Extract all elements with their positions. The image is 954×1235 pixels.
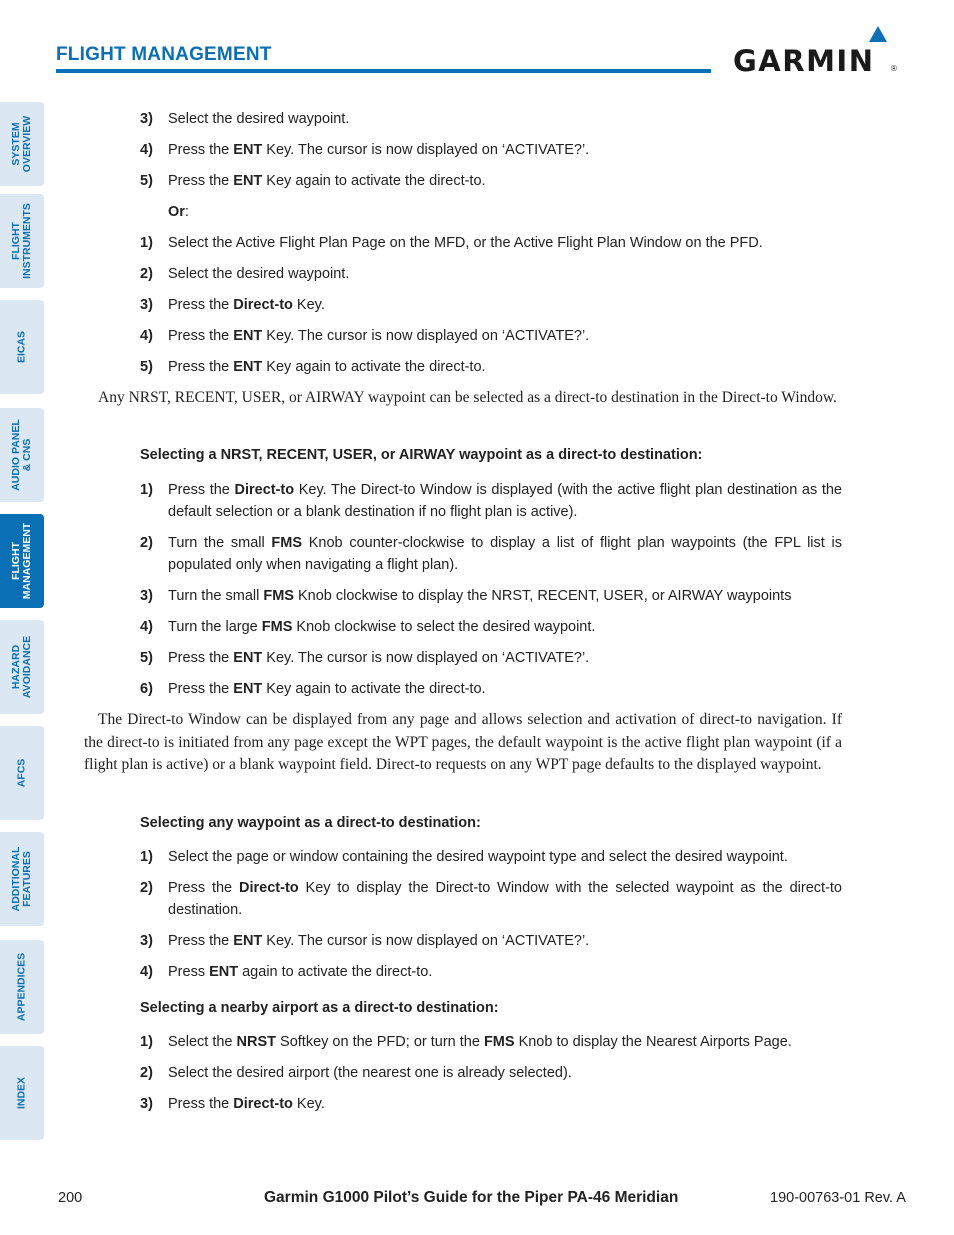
garmin-logo bbox=[733, 26, 901, 76]
garmin-triangle-icon bbox=[869, 26, 887, 42]
tab-additional-features[interactable]: ADDITIONAL FEATURES bbox=[0, 832, 44, 926]
tab-audio-panel-cns[interactable]: AUDIO PANEL & CNS bbox=[0, 408, 44, 502]
tab-hazard-avoidance[interactable]: HAZARD AVOIDANCE bbox=[0, 620, 44, 714]
tab-flight-management[interactable]: FLIGHT MANAGEMENT bbox=[0, 514, 44, 608]
body-paragraph: The Direct-to Window can be displayed from any page and allows selection and activation of direct-to navigation. If the direct-to is initiated from any page except the WPT pages, the default waypoint is the active flight plan waypoint (if a flight plan is active) or a blank waypoint field. Direct-to requests on any WPT page defaults to the displayed waypoint. bbox=[84, 711, 842, 773]
tab-afcs[interactable]: AFCS bbox=[0, 726, 44, 820]
footer-title: Garmin G1000 Pilot’s Guide for the Piper PA-46 Meridian bbox=[264, 1189, 679, 1206]
tab-flight-instruments[interactable]: FLIGHT INSTRUMENTS bbox=[0, 194, 44, 288]
tab-index[interactable]: INDEX bbox=[0, 1046, 44, 1140]
document-number: 190-00763-01 Rev. A bbox=[770, 1190, 906, 1206]
tab-appendices[interactable]: APPENDICES bbox=[0, 940, 44, 1034]
section-title: FLIGHT MANAGEMENT bbox=[56, 44, 272, 65]
registered-mark: ® bbox=[891, 64, 897, 73]
tab-eicas[interactable]: EICAS bbox=[0, 300, 44, 394]
garmin-logo-text: GARMIN bbox=[733, 44, 875, 78]
page-number: 200 bbox=[58, 1190, 83, 1206]
body-paragraph: Any NRST, RECENT, USER, or AIRWAY waypoint can be selected as a direct-to destination in the Direct-to Window. bbox=[98, 389, 837, 406]
procedure-heading: Selecting a NRST, RECENT, USER, or AIRWAY waypoint as a direct-to destination: bbox=[140, 447, 703, 463]
header-rule bbox=[56, 69, 711, 73]
procedure-heading: Selecting a nearby airport as a direct-to destination: bbox=[140, 1000, 499, 1016]
tab-system-overview[interactable]: SYSTEM OVERVIEW bbox=[0, 102, 44, 186]
procedure-heading: Selecting any waypoint as a direct-to destination: bbox=[140, 815, 481, 831]
